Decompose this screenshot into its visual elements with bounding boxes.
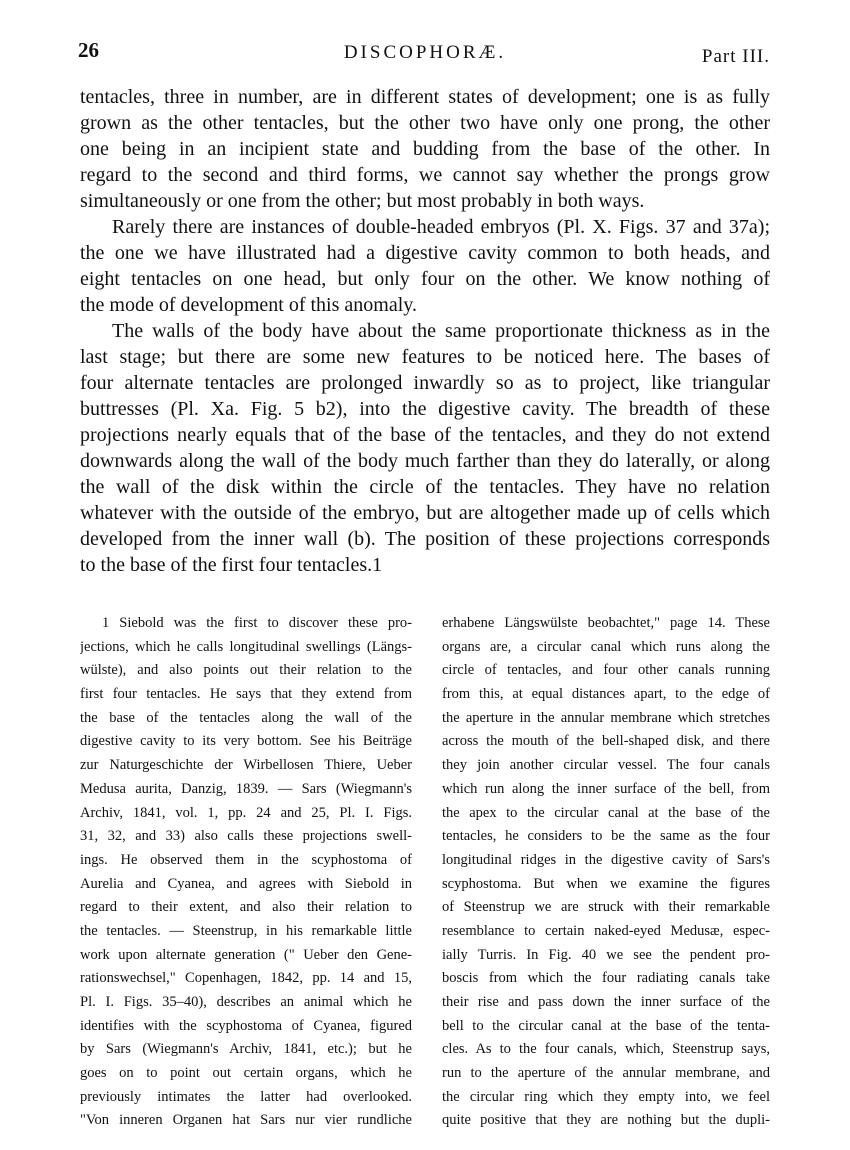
body-text-line: simultaneously or one from the other; but most probably in both ways. <box>80 190 645 212</box>
footnote-line: zur Naturgeschichte der Wirbellosen Thiere, Ueber <box>80 757 412 774</box>
body-text-line: one being in an incipient state and budding from the base of the other. In <box>80 138 770 160</box>
body-text-line: the wall of the disk within the circle of the tentacles. They have no relation <box>80 476 770 498</box>
running-header <box>0 38 850 74</box>
body-text-line: to the base of the first four tentacles.1 <box>80 554 383 576</box>
footnote-line: Pl. I. Figs. 35–40), describes an animal which he <box>80 994 412 1010</box>
footnote-line: the apex to the circular canal at the base of the <box>442 804 770 821</box>
footnote-line: cles. As to the four canals, which, Steenstrup says, <box>442 1041 770 1058</box>
footnote-line: digestive cavity to its very bottom. See his Beiträge <box>80 733 412 750</box>
footnote-line: the circular ring which they empty into, we feel <box>442 1088 770 1105</box>
footnote-left-column <box>80 612 412 1133</box>
main-text <box>80 84 770 578</box>
footnote-line: wülste), and also points out their relation to the <box>80 662 412 679</box>
footnote-line: previously intimates the latter had overlooked. <box>80 1088 412 1105</box>
body-text-line: downwards along the wall of the body much farther than they do laterally, or along <box>80 450 770 472</box>
page-number: 26 <box>78 38 99 62</box>
footnote-line: bell to the circular canal at the base of the tenta- <box>442 1017 770 1034</box>
footnote-line: ings. He observed them in the scyphostoma of <box>80 851 412 868</box>
footnote-line: they join another circular vessel. The four canals <box>442 757 770 774</box>
footnote-line: jections, which he calls longitudinal swellings (Längs- <box>80 638 412 655</box>
footnote-line: their rise and pass down the inner surface of the <box>442 994 770 1010</box>
footnote-line: by Sars (Wiegmann's Archiv, 1841, etc.); but he <box>80 1041 412 1058</box>
footnote-line: run to the aperture of the annular membrane, and <box>442 1065 770 1082</box>
footnote-line: 31, 32, and 33) also calls these projections swell- <box>80 828 412 845</box>
footnote-line: the aperture in the annular membrane which stretches <box>442 709 770 726</box>
body-text-line: The walls of the body have about the same proportionate thickness as in the <box>112 320 770 342</box>
part-label: Part III. <box>701 46 770 67</box>
footnote-line: longitudinal ridges in the digestive cavity of Sars's <box>442 851 770 868</box>
footnote-line: goes on to point out certain organs, which he <box>80 1065 412 1082</box>
footnote-line: 1 Siebold was the first to discover these pro- <box>102 615 412 631</box>
footnote-line: Aurelia and Cyanea, and agrees with Siebold in <box>80 875 412 892</box>
footnote-line: identifies with the scyphostoma of Cyanea, figured <box>80 1017 412 1034</box>
footnote-line: Medusa aurita, Danzig, 1839. — Sars (Wiegmann's <box>80 780 412 797</box>
footnote-line: regard to their extent, and also their relation to <box>80 899 412 916</box>
body-text-line: Rarely there are instances of double-headed embryos (Pl. X. Figs. 37 and 37a); <box>112 216 770 238</box>
body-text-line: whatever with the outside of the embryo, but are altogether made up of cells which <box>80 502 770 524</box>
footnote-line: from this, at equal distances apart, to the edge of <box>442 686 770 703</box>
footnote-line: the tentacles. — Steenstrup, in his remarkable little <box>80 922 412 939</box>
footnote-line: which run along the inner surface of the bell, from <box>442 780 770 797</box>
footnote-line: boscis from which the four radiating canals take <box>442 970 770 987</box>
footnote-line: ially Turris. In Fig. 40 we see the pendent pro- <box>442 946 770 963</box>
body-text-line: projections nearly equals that of the base of the tentacles, and they do not extend <box>80 424 770 446</box>
body-text-line: eight tentacles on one head, but only four on the other. We know nothing of <box>80 268 770 290</box>
footnote-line: Archiv, 1841, vol. 1, pp. 24 and 25, Pl. I. Figs. <box>80 804 412 821</box>
body-text-line: the one we have illustrated had a digestive cavity common to both heads, and <box>80 242 770 264</box>
body-text-line: the mode of development of this anomaly. <box>80 294 417 316</box>
footnote-line: organs are, a circular canal which runs along the <box>442 638 770 655</box>
footnote-line: rationswechsel," Copenhagen, 1842, pp. 14 and 15, <box>80 970 412 987</box>
footnote-line: the base of the tentacles along the wall of the <box>80 709 412 726</box>
footnote-line: of Steenstrup we are struck with their remarkable <box>442 899 770 916</box>
footnote-line: work upon alternate generation (" Ueber den Gene- <box>80 946 412 963</box>
footnote-line: erhabene Längswülste beobachtet," page 14. These <box>442 615 770 631</box>
footnote-line: "Von inneren Organen hat Sars nur vier rundliche <box>80 1112 412 1129</box>
footnote-line: first four tentacles. He says that they extend from <box>80 686 412 703</box>
body-text-line: buttresses (Pl. Xa. Fig. 5 b2), into the digestive cavity. The breadth of these <box>80 398 770 420</box>
body-text-line: regard to the second and third forms, we cannot say whether the prongs grow <box>80 164 770 186</box>
body-text-line: tentacles, three in number, are in different states of development; one is as fully <box>80 86 770 108</box>
body-text-line: grown as the other tentacles, but the other two have only one prong, the other <box>80 112 770 134</box>
body-text-line: last stage; but there are some new features to be noticed here. The bases of <box>80 346 770 368</box>
footnote-line: scyphostoma. But when we examine the figures <box>442 875 770 892</box>
body-text-line: developed from the inner wall (b). The position of these projections corresponds <box>80 528 770 550</box>
footnote-line: quite positive that they are nothing but the dupli- <box>442 1112 770 1129</box>
body-text-line: four alternate tentacles are prolonged inwardly so as to project, like triangular <box>80 372 770 394</box>
footnote-line: across the mouth of the bell-shaped disk, and there <box>442 733 770 750</box>
running-title: DISCOPHORÆ. <box>343 42 507 63</box>
footnote-line: resemblance to certain naked-eyed Medusæ, espec- <box>442 922 770 939</box>
footnote-line: tentacles, he considers to be the same as the four <box>442 828 770 845</box>
footnote-line: circle of tentacles, and four other canals running <box>442 662 770 679</box>
footnote-right-column <box>442 612 770 1133</box>
